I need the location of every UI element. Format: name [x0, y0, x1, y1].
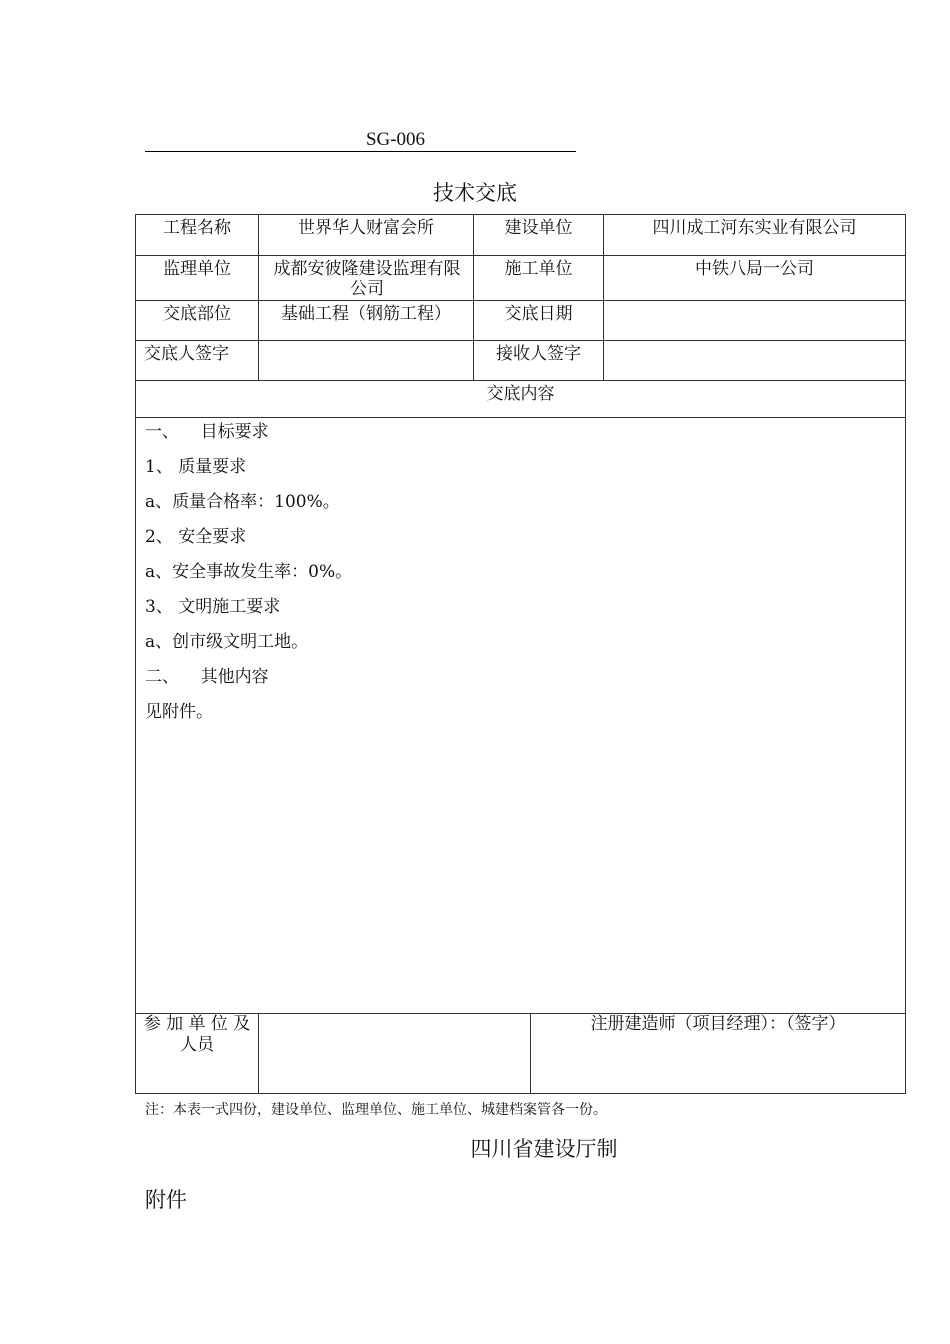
discloser-signature-label: 交底人签字: [136, 341, 259, 381]
table-row: [136, 381, 906, 418]
doc-code-line: [145, 129, 576, 152]
content-line: 1、 质量要求: [145, 457, 247, 477]
attachment-heading: 附件: [145, 1188, 187, 1212]
content-line: a、创市级文明工地。: [145, 632, 309, 652]
construction-unit-value: 中铁八局一公司: [604, 256, 906, 301]
content-line: 2、 安全要求: [145, 527, 247, 547]
table-row: [136, 215, 906, 256]
disclosure-table: [135, 214, 906, 1094]
footnote: 注：本表一式四份，建设单位、监理单位、施工单位、城建档案管各一份。: [145, 1102, 607, 1118]
owner-unit-label: 建设单位: [474, 215, 604, 256]
participants-value: [259, 1014, 531, 1094]
project-name-value: 世界华人财富会所: [259, 215, 474, 256]
doc-code: SG-006: [365, 129, 426, 150]
page-title: 技术交底: [433, 181, 517, 205]
table-row: [136, 418, 906, 1014]
supervision-unit-label: 监理单位: [136, 256, 259, 301]
owner-unit-value: 四川成工河东实业有限公司: [604, 215, 906, 256]
disclosure-part-value: 基础工程（钢筋工程）: [259, 301, 474, 341]
construction-unit-label: 施工单位: [474, 256, 604, 301]
table-row: [136, 301, 906, 341]
table-row: [136, 1014, 906, 1094]
receiver-signature-value: [604, 341, 906, 381]
discloser-signature-value: [259, 341, 474, 381]
content-body: [136, 418, 906, 1014]
disclosure-date-value: [604, 301, 906, 341]
content-line: 二、 其他内容: [145, 667, 269, 687]
content-line: a、质量合格率：100%。: [145, 492, 340, 512]
supervision-unit-value: 成都安彼隆建设监理有限公司: [259, 256, 474, 301]
content-line: 一、 目标要求: [145, 422, 269, 442]
receiver-signature-label: 接收人签字: [474, 341, 604, 381]
participants-label: 参 加 单 位 及人员: [136, 1014, 259, 1094]
content-line: a、安全事故发生率：0%。: [145, 562, 353, 582]
table-row: [136, 341, 906, 381]
table-row: [136, 256, 906, 301]
issuer: 四川省建设厅制: [470, 1137, 618, 1161]
content-header: 交底内容: [136, 381, 906, 418]
disclosure-date-label: 交底日期: [474, 301, 604, 341]
engineer-signature-label: 注册建造师（项目经理）：（签字）: [531, 1014, 906, 1094]
project-name-label: 工程名称: [136, 215, 259, 256]
disclosure-part-label: 交底部位: [136, 301, 259, 341]
content-line: 见附件。: [145, 702, 213, 722]
content-line: 3、 文明施工要求: [145, 597, 281, 617]
